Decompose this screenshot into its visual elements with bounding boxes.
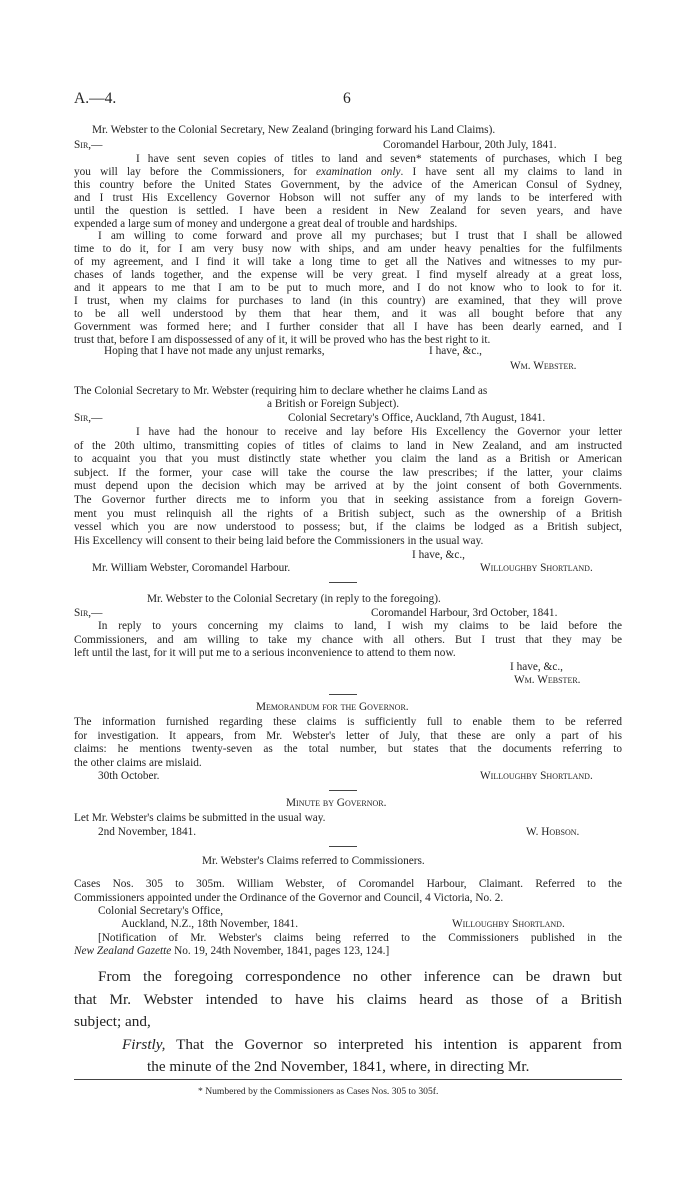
letter1-place-date: Coromandel Harbour, 20th July, 1841. xyxy=(383,139,557,151)
letter1-line: Government was formed here; and I further consider that all I have has been dearly earned, and I xyxy=(74,320,622,333)
letter1-line: and it appears to me that I am to be put to much more, and I do not know who to look to for it. xyxy=(74,282,622,294)
minute-text: Let Mr. Webster's claims be submitted in the usual way. xyxy=(74,812,326,824)
letter1-line: trust that, before I am dispossessed of any of it, it will be proved who has the best right to it. xyxy=(74,333,491,346)
letter1-line: chases of lands together, and the expense will be very great. I find myself already at a great loss, xyxy=(74,269,622,282)
letter1-closing-right: I have, &c., xyxy=(429,345,483,357)
divider xyxy=(329,790,357,791)
letter1-line: I have sent seven copies of titles to land and seven* statements of purchases, which I beg xyxy=(136,153,622,165)
letter1-line: I trust, when my claims for purchases to land (in this country) are examined, that they will prove xyxy=(74,294,622,307)
body-line: Firstly, That the Governor so interpreted his intention is apparent from xyxy=(122,1035,622,1053)
referral-note-line1-text: [Notification of Mr. Webster's claims being referred to the Commissioners published in the xyxy=(98,932,622,944)
memo-line: for investigation. It appears, from Mr. Webster's letter of July, that these are only a part of his xyxy=(74,729,622,742)
letter3-line: left until the last, for it will put me to a serious inconvenience to attend to them now. xyxy=(74,647,456,660)
letter1-line: expended a large sum of money and undergone a great deal of trouble and hardships. xyxy=(74,217,458,230)
letter2-place-date: Colonial Secretary's Office, Auckland, 7th August, 1841. xyxy=(288,412,546,424)
letter3-signature: Wm. Webster. xyxy=(514,674,581,686)
minute-heading: Minute by Governor. xyxy=(286,797,387,809)
letter1-salutation: Sir,— xyxy=(74,139,103,151)
letter3-salutation: Sir,— xyxy=(74,607,103,619)
letter1-line: time to do it, for I am very busy now with ships, and am under heavy penalties for the fulfilments xyxy=(74,243,622,256)
letter2-line: His Excellency will consent to their being laid before the Commissioners in the usual way. xyxy=(74,534,484,547)
letter3-place-date: Coromandel Harbour, 3rd October, 1841. xyxy=(371,607,558,619)
divider xyxy=(329,694,357,695)
letter1-line: and I trust His Excellency Governor Hobson will not suffer any of my lands to be interfered with xyxy=(74,191,622,204)
referral-note-line2 xyxy=(74,945,389,959)
referral-line: Commissioners appointed under the Ordinance of the Governor and Council, 4 Victoria, No. 2. xyxy=(74,891,504,904)
letter1-line: you will lay before the Commissioners, for examination only. I have sent all my claims to land in xyxy=(74,165,622,178)
body-line: the minute of the 2nd November, 1841, where, in directing Mr. xyxy=(147,1058,530,1075)
letter2-closing: I have, &c., xyxy=(412,549,466,561)
memo-heading: Memorandum for the Governor. xyxy=(256,701,409,713)
minute-date: 2nd November, 1841. xyxy=(98,826,197,838)
memo-signature: Willoughby Shortland. xyxy=(480,770,593,782)
referral-signature: Willoughby Shortland. xyxy=(452,918,565,930)
divider xyxy=(329,582,357,583)
series-number: A.—4. xyxy=(74,90,117,107)
letter2-signature: Willoughby Shortland. xyxy=(480,562,593,574)
memo-line: claims: he mentions twenty-seven as the total number, but states that the documents referring to xyxy=(74,743,622,756)
letter1-heading xyxy=(92,124,495,138)
letter2-line: of the 20th ultimo, transmitting copies of titles of claims to land in New Zealand, and am instructed xyxy=(74,439,622,452)
letter1-signature: Wm. Webster. xyxy=(510,360,577,372)
letter2-line: subject. If the former, your case will take the course the law prescribes; if the latter, your claims xyxy=(74,466,622,479)
memo-line: the other claims are mislaid. xyxy=(74,756,202,769)
letter2-line: to acquaint you that you must distinctly state whether you claim the land as a British or American xyxy=(74,453,622,466)
referral-note-line1 xyxy=(98,932,622,946)
body-line: From the foregoing correspondence no other inference can be drawn but xyxy=(98,968,622,985)
body-line: subject; and, xyxy=(74,1013,151,1030)
memo-date: 30th October. xyxy=(98,770,160,782)
letter2-addressee: Mr. William Webster, Coromandel Harbour. xyxy=(92,562,291,574)
letter3-line: In reply to yours concerning my claims to land, I wish my claims to be laid before the xyxy=(98,620,622,632)
letter1-line: of my agreement, and I find it will take a long time to get all the Natives and witnesses to my pur- xyxy=(74,256,622,269)
letter1-line: I am willing to come forward and prove all my purchases; but I trust that I shall be allowed xyxy=(98,230,622,243)
letter2-heading-line2: a British or Foreign Subject). xyxy=(267,398,400,410)
footnote: * Numbered by the Commissioners as Cases Nos. 305 to 305f. xyxy=(198,1086,439,1097)
divider xyxy=(329,846,357,847)
referral-place-date: Auckland, N.Z., 18th November, 1841. xyxy=(121,918,299,930)
minute-signature: W. Hobson. xyxy=(526,826,580,838)
letter1-line: this country before the United States Government, by the advice of the American Consul of Sydney, xyxy=(74,178,622,191)
letter1-heading-text: Mr. Webster to the Colonial Secretary, New Zealand (bringing forward his Land Claims). xyxy=(92,124,496,136)
referral-line: Cases Nos. 305 to 305m. William Webster, of Coromandel Harbour, Claimant. Referred to the xyxy=(74,878,622,890)
letter2-salutation: Sir,— xyxy=(74,412,103,424)
letter2-line: ment you must relinquish all the rights of a British subject, such as the ownership of a British xyxy=(74,507,622,520)
letter1-closing-left: Hoping that I have not made any unjust remarks, xyxy=(104,345,325,357)
letter1-line: until the question is settled. I have been a resident in New Zealand for seven years, and have xyxy=(74,204,622,217)
letter3-heading xyxy=(147,593,441,607)
letter2-heading-line1-text: The Colonial Secretary to Mr. Webster (requiring him to declare whether he claims Land as xyxy=(74,385,488,397)
letter3-heading-text: Mr. Webster to the Colonial Secretary (in reply to the foregoing). xyxy=(147,593,441,605)
memo-line: The information furnished regarding these claims is sufficiently full to enable them to be referred xyxy=(74,716,622,728)
referral-heading: Mr. Webster's Claims referred to Commissioners. xyxy=(202,855,425,867)
referral-office: Colonial Secretary's Office, xyxy=(98,905,224,917)
page-number: 6 xyxy=(343,90,351,107)
footnote-rule xyxy=(74,1079,622,1080)
letter2-heading-line1 xyxy=(74,385,487,399)
letter2-line: must depend upon the decision which may be arrived at by the joint consent of both Governments. xyxy=(74,480,622,493)
referral-note-line2-text: New Zealand Gazette No. 19, 24th November, 1841, pages 123, 124.] xyxy=(74,945,390,957)
letter3-line: Commissioners, and am willing to take my chance with all others. But I trust that they may be xyxy=(74,633,622,646)
letter2-line: vessel which you are now understood to possess; but, if the claims be lodged as a British subject, xyxy=(74,521,622,534)
letter1-line: to be all well understood by them that hear them, and it was all bought before that any xyxy=(74,307,622,320)
body-line: that Mr. Webster intended to have his claims heard as those of a British xyxy=(74,990,622,1008)
letter2-line: I have had the honour to receive and lay before His Excellency the Governor your letter xyxy=(136,426,622,438)
letter3-closing: I have, &c., xyxy=(510,661,564,673)
letter2-line: The Governor further directs me to inform you that in seeking assistance from a foreign Govern- xyxy=(74,494,622,506)
